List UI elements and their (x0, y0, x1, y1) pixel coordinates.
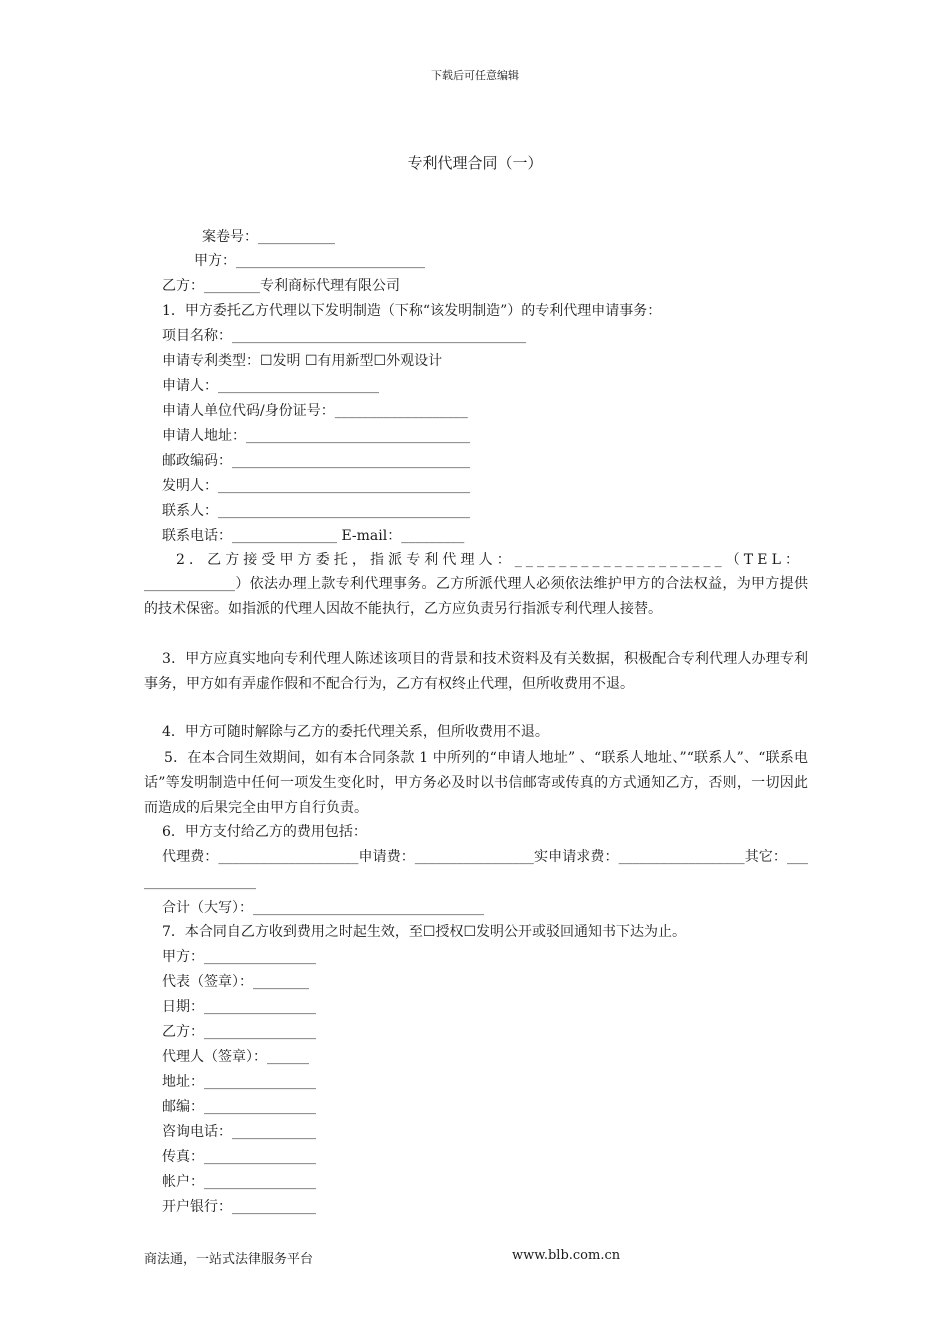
sig-party-b: 乙方：________________ (162, 1024, 316, 1040)
document-title: 专利代理合同（一） (407, 154, 543, 172)
clause-4: 4．甲方可随时解除与乙方的委托代理关系，但所收费用不退。 (162, 724, 549, 740)
party-a-line: 甲方：___________________________ (194, 253, 425, 269)
sig-postcode: 邮编：________________ (162, 1099, 316, 1115)
sig-address: 地址：________________ (162, 1074, 316, 1090)
sig-party-a: 甲方：________________ (162, 949, 316, 965)
sig-fax: 传真：________________ (162, 1149, 316, 1165)
total-line: 合计（大写）：_________________________________ (162, 900, 484, 916)
postal-code-line: 邮政编码：__________________________________ (162, 453, 470, 469)
sig-account: 帐户：________________ (162, 1174, 316, 1190)
sig-date: 日期：________________ (162, 999, 316, 1015)
sig-bank: 开户银行：____________ (162, 1199, 316, 1215)
header-note: 下载后可任意编辑 (431, 69, 519, 82)
project-name-line: 项目名称：__________________________________________ (162, 328, 526, 344)
clause-1: 1．甲方委托乙方代理以下发明制造（下称“该发明制造”）的专利代理申请事务： (162, 303, 662, 319)
sig-representative: 代表（签章）：________ (162, 974, 309, 990)
sig-inquiry-phone: 咨询电话：____________ (162, 1124, 316, 1140)
footer-left: 商法通，一站式法律服务平台 (144, 1252, 314, 1267)
clause-3: 3．甲方应真实地向专利代理人陈述该项目的背景和技术资料及有关数据，积极配合专利代理人办理专利事务，甲方如有弄虚作假和不配合行为，乙方有权终止代理，但所收费用不退。 (144, 651, 808, 692)
clause-6: 6．甲方支付给乙方的费用包括： (162, 824, 367, 840)
case-number-line: 案卷号：___________ (202, 229, 335, 245)
contact-line: 联系人：____________________________________ (162, 503, 470, 519)
clause-2-first-line: 2．乙方接受甲方委托，指派专利代理人：___________________（TEL： (176, 552, 804, 568)
clause-5: 5．在本合同生效期间，如有本合同条款 1 中所列的“申请人地址” 、“联系人地址、”“联系人”、“联系电话”等发明制造中任何一项发生变化时，甲方务必及时以书信邮寄或传真的方式通知乙方，否则，一切因此而造成的后果完全由甲方自行负责。 (144, 750, 808, 816)
applicant-address-line: 申请人地址：________________________________ (162, 428, 470, 444)
clause-7: 7．本合同自乙方收到费用之时起生效，至☐授权☐发明公开或驳回通知书下达为止。 (162, 924, 687, 940)
phone-email-line: 联系电话：_______________ E-mail：_________ (162, 528, 465, 544)
inventor-line: 发明人：____________________________________ (162, 478, 470, 494)
applicant-id-line: 申请人单位代码/身份证号：___________________ (162, 403, 468, 419)
fees-lines: 代理费：____________________申请费：_________________实申请求费：__________________其它：___________________ (144, 849, 808, 890)
footer-url[interactable]: www.blb.com.cn (512, 1248, 621, 1263)
applicant-line: 申请人：_______________________ (162, 378, 379, 394)
party-b-line: 乙方：________专利商标代理有限公司 (162, 278, 400, 294)
sig-agent: 代理人（签章）：______ (162, 1049, 309, 1065)
patent-type-line: 申请专利类型：☐发明 ☐有用新型☐外观设计 (162, 353, 443, 369)
clause-2-body: _____________）依法办理上款专利代理事务。乙方所派代理人必须依法维护甲方的合法权益，为甲方提供的技术保密。如指派的代理人因故不能执行，乙方应负责另行指派专利代理人接替。 (144, 576, 808, 617)
